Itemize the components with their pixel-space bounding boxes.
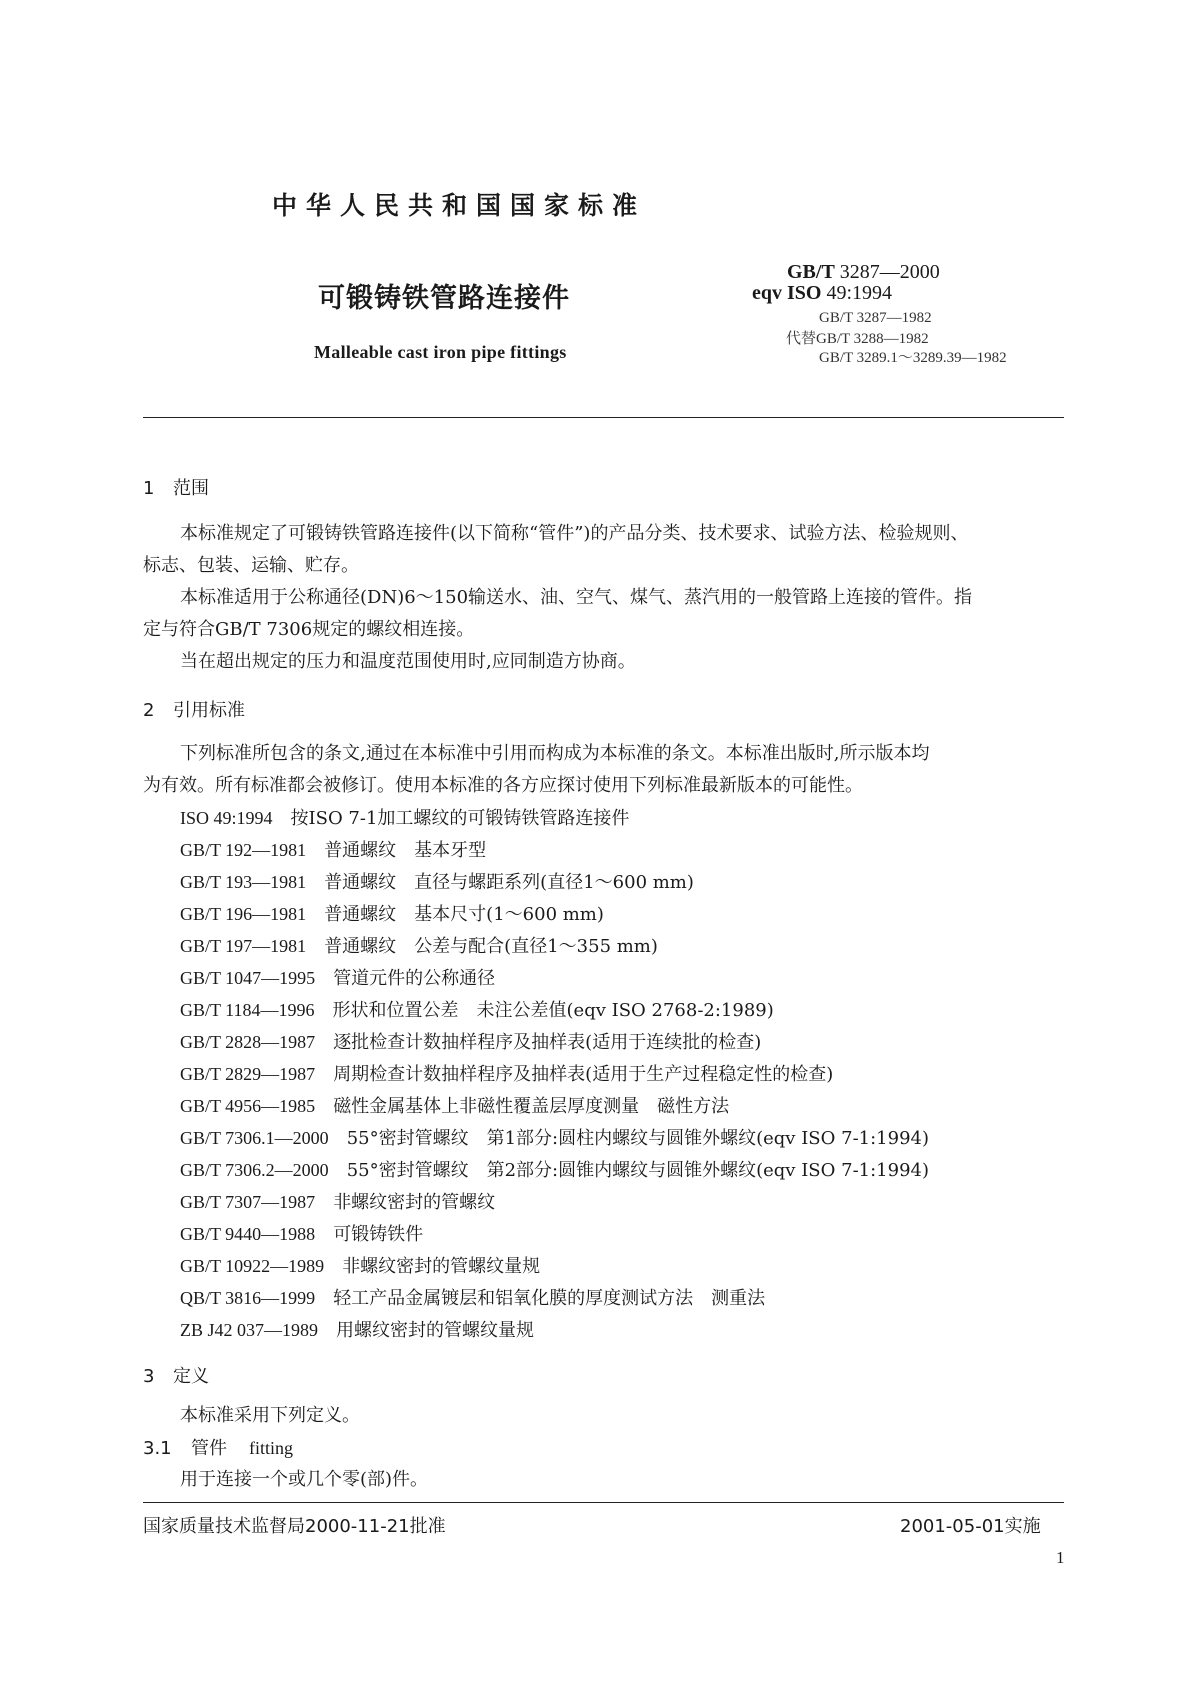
reference-code: GB/T 192—1981 (180, 840, 307, 860)
approval-statement: 国家质量技术监督局2000-11-21批准 (143, 1516, 446, 1537)
term-definition: 用于连接一个或几个零(部)件。 (180, 1469, 429, 1490)
term-cn: 管件 (191, 1438, 227, 1459)
reference-title: 管道元件的公称通径 (333, 968, 496, 989)
reference-item (180, 834, 929, 866)
reference-title: 55°密封管螺纹 第2部分:圆锥内螺纹与圆锥外螺纹(eqv ISO 7-1:1994) (346, 1160, 929, 1181)
document-title-en: Malleable cast iron pipe fittings (314, 342, 567, 362)
section-1-paragraph-3: 当在超出规定的压力和温度范围使用时,应同制造方协商。 (180, 651, 636, 672)
reference-title: 按ISO 7-1加工螺纹的可锻铸铁管路连接件 (290, 808, 630, 829)
reference-item (180, 1026, 929, 1058)
equivalent-standard-number: 49:1994 (826, 282, 893, 304)
standard-code-number: 3287—2000 (839, 261, 940, 283)
section-2-number: 2 (143, 700, 155, 721)
term-en: fitting (249, 1438, 293, 1458)
reference-item (180, 898, 929, 930)
reference-code: GB/T 10922—1989 (180, 1256, 325, 1276)
page-number: 1 (1056, 1548, 1065, 1567)
section-1-paragraph-2-line-2: 定与符合GB/T 7306规定的螺纹相连接。 (143, 619, 475, 640)
header-divider (143, 417, 1064, 418)
reference-code: GB/T 9440—1988 (180, 1224, 316, 1244)
section-2-paragraph-line-1: 下列标准所包含的条文,通过在本标准中引用而构成为本标准的条文。本标准出版时,所示版本均 (180, 743, 930, 764)
reference-title: 55°密封管螺纹 第1部分:圆柱内螺纹与圆锥外螺纹(eqv ISO 7-1:1994) (346, 1128, 929, 1149)
reference-title: 普通螺纹 基本牙型 (324, 840, 487, 861)
reference-item (180, 1218, 929, 1250)
reference-code: GB/T 197—1981 (180, 936, 307, 956)
reference-title: 轻工产品金属镀层和铝氧化膜的厚度测试方法 测重法 (333, 1288, 766, 1309)
reference-code: GB/T 7306.2—2000 (180, 1160, 329, 1180)
section-1-paragraph-1-line-1: 本标准规定了可锻铸铁管路连接件(以下简称“管件”)的产品分类、技术要求、试验方法、检验规则、 (180, 523, 969, 544)
reference-title: 普通螺纹 直径与螺距系列(直径1～600 mm) (324, 872, 694, 893)
reference-code: GB/T 1047—1995 (180, 968, 316, 988)
reference-item (180, 1154, 929, 1186)
section-1-paragraph-1-line-2: 标志、包装、运输、贮存。 (143, 555, 359, 576)
reference-item (180, 1058, 929, 1090)
standard-code (787, 261, 940, 284)
equivalent-standard-prefix: eqv ISO (752, 282, 822, 304)
reference-title: 非螺纹密封的管螺纹量规 (342, 1256, 541, 1277)
reference-code: GB/T 7306.1—2000 (180, 1128, 329, 1148)
reference-code: ZB J42 037—1989 (180, 1320, 319, 1340)
reference-item (180, 1122, 929, 1154)
national-standard-title: 中华人民共和国国家标准 (272, 191, 647, 220)
reference-title: 普通螺纹 基本尺寸(1～600 mm) (324, 904, 604, 925)
footer-divider (143, 1502, 1064, 1503)
section-1-title: 范围 (173, 478, 209, 499)
section-1-paragraph-2-line-1: 本标准适用于公称通径(DN)6～150输送水、油、空气、煤气、蒸汽用的一般管路上连接的管件。指 (180, 587, 973, 608)
effective-date-statement: 2001-05-01实施 (900, 1516, 1041, 1537)
reference-code: QB/T 3816—1999 (180, 1288, 316, 1308)
reference-code: GB/T 7307—1987 (180, 1192, 316, 1212)
section-3-title: 定义 (173, 1366, 209, 1387)
reference-code: GB/T 2828—1987 (180, 1032, 316, 1052)
reference-item (180, 1314, 929, 1346)
document-title-cn: 可锻铸铁管路连接件 (318, 283, 570, 314)
reference-item (180, 1282, 929, 1314)
reference-title: 磁性金属基体上非磁性覆盖层厚度测量 磁性方法 (333, 1096, 730, 1117)
reference-item (180, 1250, 929, 1282)
replaces-line-3: GB/T 3289.1～3289.39—1982 (819, 350, 1007, 366)
subsection-3-1-heading (143, 1432, 293, 1465)
standard-code-prefix: GB/T (787, 261, 835, 283)
section-2-paragraph-line-2: 为有效。所有标准都会被修订。使用本标准的各方应探讨使用下列标准最新版本的可能性。 (143, 775, 863, 796)
reference-title: 用螺纹密封的管螺纹量规 (336, 1320, 535, 1341)
section-1-heading (143, 474, 209, 500)
subsection-3-1-number: 3.1 (143, 1438, 172, 1459)
reference-code: ISO 49:1994 (180, 808, 273, 828)
replaces-line-1: GB/T 3287—1982 (819, 310, 932, 326)
reference-title: 普通螺纹 公差与配合(直径1～355 mm) (324, 936, 658, 957)
section-3-heading (143, 1362, 209, 1388)
reference-item (180, 1090, 929, 1122)
reference-code: GB/T 1184—1996 (180, 1000, 315, 1020)
reference-code: GB/T 193—1981 (180, 872, 307, 892)
section-2-title: 引用标准 (173, 700, 245, 721)
equivalent-standard (752, 282, 892, 305)
section-1-number: 1 (143, 478, 155, 499)
reference-item (180, 866, 929, 898)
reference-code: GB/T 4956—1985 (180, 1096, 316, 1116)
reference-title: 形状和位置公差 未注公差值(eqv ISO 2768-2:1989) (332, 1000, 774, 1021)
reference-title: 逐批检查计数抽样程序及抽样表(适用于连续批的检查) (333, 1032, 762, 1053)
reference-title: 非螺纹密封的管螺纹 (333, 1192, 496, 1213)
section-3-number: 3 (143, 1366, 155, 1387)
section-3-paragraph: 本标准采用下列定义。 (180, 1405, 360, 1426)
reference-code: GB/T 196—1981 (180, 904, 307, 924)
reference-item (180, 962, 929, 994)
reference-title: 可锻铸铁件 (333, 1224, 424, 1245)
reference-title: 周期检查计数抽样程序及抽样表(适用于生产过程稳定性的检查) (333, 1064, 834, 1085)
reference-item (180, 994, 929, 1026)
section-2-heading (143, 696, 245, 722)
reference-item (180, 802, 929, 834)
replaces-line-2: 代替GB/T 3288—1982 (786, 331, 929, 347)
reference-item (180, 1186, 929, 1218)
normative-references-list (180, 802, 929, 1346)
reference-item (180, 930, 929, 962)
reference-code: GB/T 2829—1987 (180, 1064, 316, 1084)
